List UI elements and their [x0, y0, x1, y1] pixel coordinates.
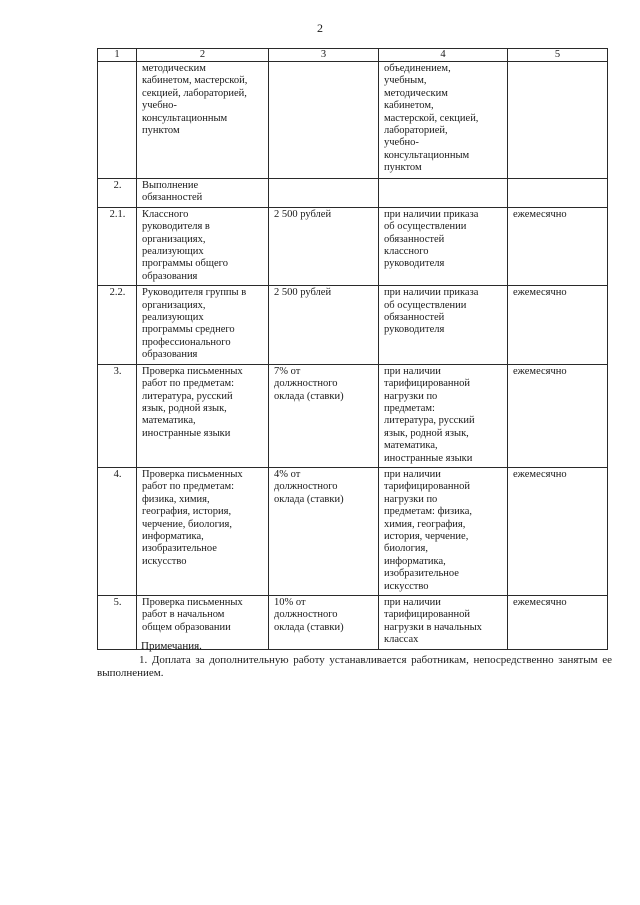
row-number: 5. [98, 596, 137, 650]
column-header: 1 [98, 49, 137, 62]
work-type-text: Классного руководителя в организациях, реализующих программы общего образования [142, 208, 228, 282]
work-type-text: Выполнение обязанностей [142, 180, 203, 204]
row-number: 2.1. [98, 207, 137, 285]
amount-cell [269, 286, 379, 364]
row-number: 4. [98, 467, 137, 595]
periodicity-cell [508, 179, 608, 208]
amount-text: 2 500 рублей [274, 208, 332, 220]
work-type-cell [137, 179, 269, 208]
amount-text: 4% от должностного оклада (ставки) [274, 468, 344, 505]
condition-cell [379, 62, 508, 179]
periodicity-cell [508, 286, 608, 364]
work-type-text: Проверка письменных работ в начальном общем образовании [142, 597, 243, 633]
periodicity-text: ежемесячно [513, 365, 567, 377]
table-row [98, 207, 608, 285]
condition-cell [379, 207, 508, 285]
condition-cell [379, 467, 508, 595]
amount-cell [269, 596, 379, 650]
table-header-row [98, 49, 608, 62]
row-number: 3. [98, 364, 137, 467]
work-type-text: Руководителя группы в организациях, реализующих программы среднего профессионального образования [142, 287, 247, 361]
row-number: 2.2. [98, 286, 137, 364]
table-row [98, 179, 608, 208]
work-type-cell [137, 207, 269, 285]
amount-cell [269, 467, 379, 595]
notes-heading: Примечания. [141, 640, 202, 652]
amount-cell [269, 207, 379, 285]
allowance-table [97, 48, 608, 650]
periodicity-text: ежемесячно [513, 287, 567, 299]
column-header: 3 [269, 49, 379, 62]
periodicity-cell [508, 596, 608, 650]
work-type-text: Проверка письменных работ по предметам: литература, русский язык, родной язык, математика, иностранные языки [142, 365, 243, 439]
work-type-text: Проверка письменных работ по предметам: физика, химия, география, история, черчение, биология, информатика, изобразительное искусство [142, 468, 243, 567]
periodicity-cell [508, 364, 608, 467]
page-number: 2 [317, 21, 323, 35]
table-row [98, 286, 608, 364]
work-type-cell [137, 286, 269, 364]
amount-cell [269, 179, 379, 208]
work-type-cell [137, 364, 269, 467]
amount-text: 2 500 рублей [274, 287, 332, 299]
row-number: 2. [98, 179, 137, 208]
amount-cell [269, 62, 379, 179]
note-item: 1. Доплата за дополнительную работу устанавливается работникам, непосредственно занятым ее выполнением. [97, 654, 612, 679]
condition-cell [379, 286, 508, 364]
amount-text: 10% от должностного оклада (ставки) [274, 597, 344, 633]
row-number [98, 62, 137, 179]
table-row [98, 364, 608, 467]
condition-text: при наличии тарифицированной нагрузки по предметам: литература, русский язык, родной язык, математика, иностранные языки [384, 365, 475, 464]
condition-text: при наличии приказа об осуществлении обязанностей руководителя [384, 287, 479, 336]
column-header: 2 [137, 49, 269, 62]
table-row [98, 467, 608, 595]
column-header: 4 [379, 49, 508, 62]
column-header: 5 [508, 49, 608, 62]
table-row [98, 62, 608, 179]
condition-text: объединением, учебным, методическим кабинетом, мастерской, секцией, лабораторией, учебно- консультационным пунктом [384, 63, 479, 174]
condition-text: при наличии тарифицированной нагрузки в начальных классах [384, 597, 482, 646]
condition-cell [379, 596, 508, 650]
work-type-cell [137, 62, 269, 179]
condition-text: при наличии тарифицированной нагрузки по предметам: физика, химия, география, история, черчение, биология, информатика, изобразительное искусство [384, 468, 473, 592]
periodicity-text: ежемесячно [513, 468, 567, 480]
condition-cell [379, 179, 508, 208]
periodicity-cell [508, 62, 608, 179]
condition-text: при наличии приказа об осуществлении обязанностей классного руководителя [384, 208, 479, 270]
work-type-cell [137, 467, 269, 595]
periodicity-cell [508, 207, 608, 285]
periodicity-cell [508, 467, 608, 595]
amount-text: 7% от должностного оклада (ставки) [274, 365, 344, 402]
periodicity-text: ежемесячно [513, 208, 567, 220]
work-type-text: методическим кабинетом, мастерской, секцией, лабораторией, учебно- консультационным пунктом [142, 63, 248, 137]
condition-cell [379, 364, 508, 467]
periodicity-text: ежемесячно [513, 597, 567, 608]
amount-cell [269, 364, 379, 467]
